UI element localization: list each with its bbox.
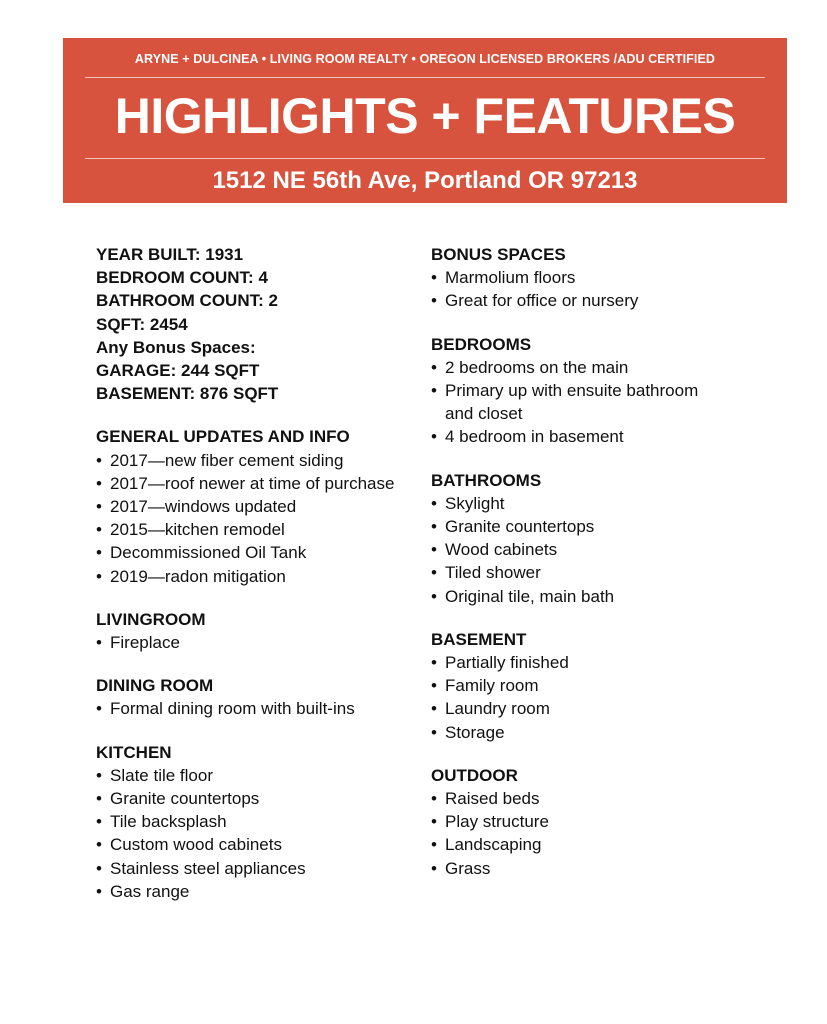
banner-divider-bottom [85,158,765,159]
fact-basement: BASEMENT: 876 SQFT [96,384,279,404]
feature-list [431,356,731,449]
section-heading: LIVINGROOM [96,609,206,629]
section-dining-room [96,674,396,720]
feature-list [96,449,396,588]
section-basement [431,628,731,744]
list-item: • Formal dining room with built-ins [96,697,396,720]
list-item: • Tiled shower [431,561,731,584]
feature-list [431,651,731,744]
list-item: • Raised beds [431,787,731,810]
list-item: • 2017—new fiber cement siding [96,449,396,472]
list-item: • Wood cabinets [431,538,731,561]
list-item: • Play structure [431,810,731,833]
section-bonus-spaces [431,243,731,313]
section-kitchen [96,741,396,903]
section-heading: BONUS SPACES [431,245,566,264]
list-item: • Slate tile floor [96,764,396,787]
right-column [431,243,731,880]
section-outdoor [431,764,731,880]
list-item: • Gas range [96,880,396,903]
section-bedrooms [431,333,731,449]
list-item: • Grass [431,857,731,880]
list-item: • 4 bedroom in basement [431,425,731,448]
list-item: • 2019—radon mitigation [96,565,396,588]
section-heading: BEDROOMS [431,334,532,354]
list-item: • Tile backsplash [96,810,396,833]
list-item: • Storage [431,721,731,744]
section-heading: DINING ROOM [96,676,214,696]
list-item: • Marmolium floors [431,266,731,289]
section-heading: OUTDOOR [431,765,518,785]
property-address: 1512 NE 56th Ave, Portland OR 97213 [212,167,638,194]
header-banner [63,38,787,203]
list-item: • Custom wood cabinets [96,833,396,856]
list-item: • 2017—roof newer at time of purchase [96,472,396,495]
fact-sqft: SQFT: 2454 [96,314,188,334]
section-bathrooms [431,469,731,608]
page-title: HIGHLIGHTS + FEATURES [114,88,736,144]
list-item: • Partially finished [431,651,731,674]
list-item: • Granite countertops [431,515,731,538]
fact-bedroom-count: BEDROOM COUNT: 4 [96,268,268,288]
section-general-updates [96,425,396,587]
brokerage-tagline: ARYNE + DULCINEA • LIVING ROOM REALTY • OREGON LICENSED BROKERS /ADU CERTIFIED [134,52,716,66]
section-heading: GENERAL UPDATES AND INFO [96,427,350,447]
list-item: • 2017—windows updated [96,495,396,518]
section-heading: BATHROOMS [431,470,542,490]
section-heading: BASEMENT [431,629,527,649]
list-item: • Family room [431,674,731,697]
list-item: • Laundry room [431,697,731,720]
section-heading: KITCHEN [96,742,172,762]
list-item: • Granite countertops [96,787,396,810]
feature-list [96,697,396,720]
property-facts [96,243,396,405]
feature-list [96,631,396,654]
feature-list [431,787,731,880]
list-item: • Decommissioned Oil Tank [96,541,396,564]
list-item: • Fireplace [96,631,396,654]
fact-year-built: YEAR BUILT: 1931 [96,245,244,264]
fact-bonus-spaces: Any Bonus Spaces: [96,337,256,357]
left-column [96,243,396,903]
fact-bathroom-count: BATHROOM COUNT: 2 [96,291,278,311]
section-livingroom [96,608,396,654]
list-item: • Primary up with ensuite bathroom and closet [431,379,731,425]
feature-list [431,492,731,608]
list-item: • 2 bedrooms on the main [431,356,731,379]
list-item: • 2015—kitchen remodel [96,518,396,541]
feature-list [96,764,396,903]
list-item: • Skylight [431,492,731,515]
list-item: • Stainless steel appliances [96,857,396,880]
list-item: • Original tile, main bath [431,585,731,608]
fact-garage: GARAGE: 244 SQFT [96,361,260,381]
list-item: • Great for office or nursery [431,289,731,312]
banner-divider-top [85,77,765,78]
feature-list [431,266,731,312]
list-item: • Landscaping [431,833,731,856]
